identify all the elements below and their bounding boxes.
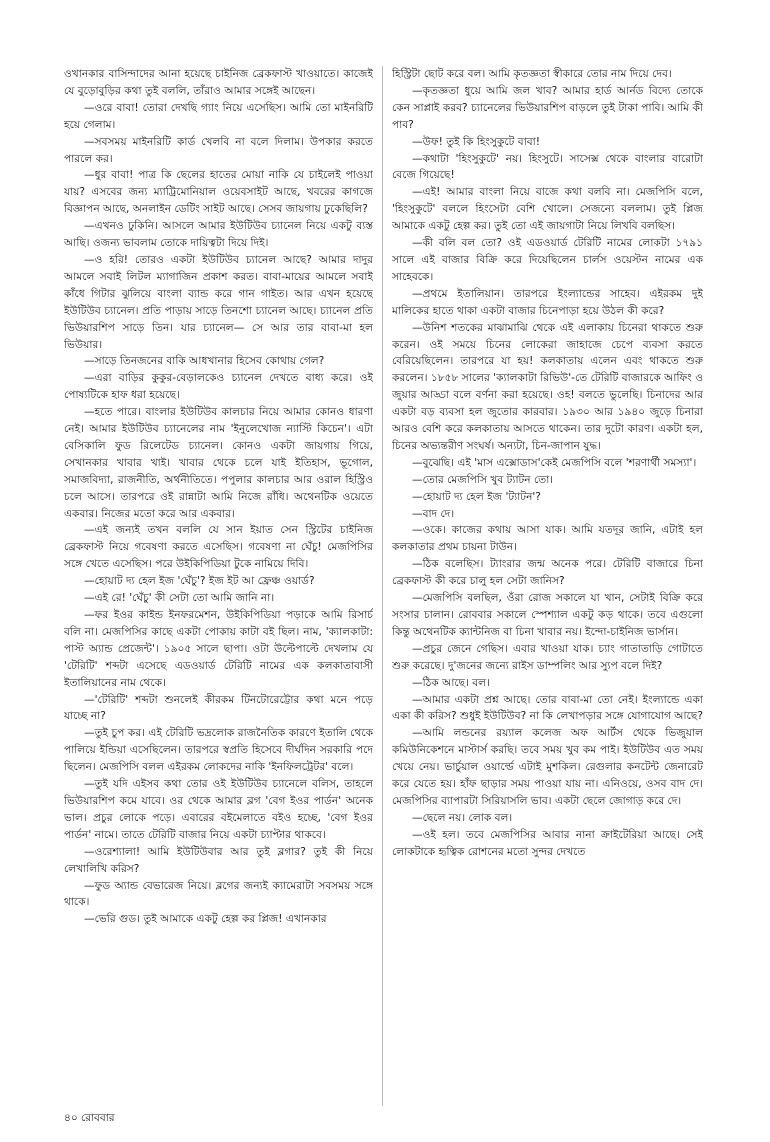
paragraph: —বাদ দে। (412, 507, 455, 520)
paragraph: —প্রচুর জেনে গেছিস। এবার খাওয়া যাক। চ্যাং গাতাতাড়ি গোটাতে শুরু করেছে। দু'জনের জন্যে রাইস ডাম্পলিং আর স্যুপ বলে দিই? (392, 642, 703, 672)
paragraph: —ফুড অ্যান্ড বেভারেজ নিয়ে। ব্লগের জন্যই ক্যামেরাটা সবসময় সঙ্গে থাকে। (64, 879, 373, 909)
paragraph: —ঠিক বলেছিস। ট্যাংরার জন্ম অনেক পরে। টেরিটি বাজারে চিনা ব্রেকফাস্ট কী করে চালু হল সেটা জানিস? (392, 558, 703, 588)
paragraph: —বুঝেছি। এই 'মাস এক্সোডাস'কেই মেজপিসি বলে 'শরণার্থী সমস্যা'। (412, 456, 697, 469)
paragraph: —কথাটা 'হিংসুকুটে' নয়। হিংসুটে। সাসেক্স থেকে বাংলার বারোটা বেজে গিয়েছে! (392, 152, 703, 182)
paragraph: ওখানকার বাসিন্দাদের আনা হয়েছে চাইনিজ ব্রেকফাস্ট খাওয়াতে। কাজেই যে বুড়োবুড়ির কথা তুই বললি, তাঁরাও আমার সঙ্গেই আছেন। (64, 68, 373, 97)
paragraph: —ওরে বাবা! তোরা দেখছি গ্যাং নিয়ে এসেছিস। আমি তো মাইনরিটি হয়ে গেলাম। (64, 101, 373, 131)
paragraph: —আমি লন্ডনের রয়্যাল কলেজ অফ আর্টস থেকে ভিজুয়াল কমিউনিকেশনে মাস্টার্স করছি। তবে সময় খুব কম পাই। ইউটিউব এত সময় খেয়ে নেয়। ভার্চুয়াল ওয়ার্ল্ডে এটাই মুশকিল। রেগুলার কনটেন্ট জেনারেট করে যেতে হয়। হাঁফ ছাড়ার সময় পাওয়া যায় না। এনিওয়ে, ওসব বাদ দে। মেজপিসির ব্যাপারটা সিরিয়াসলি ভাব। একটা ছেলে জোগাড় করে দে। (392, 727, 703, 807)
paragraph: —হতে পারে। বাংলার ইউটিউব কালচার নিয়ে আমার কোনও ধারণা নেই। আমার ইউটিউব চ্যানেলের নাম 'ইনুলেখোজ ন্যাস্টি কিচেন'। এটা বেসিকালি ফুড রিলেটেড চ্যানেল। কোনও একটা জায়গায় গিয়ে, সেখানকার খাবার খাই। খাবার থেকে চলে যাই ইতিহাস, ভূগোল, সমাজবিদ্যা, রাজনীতি, অর্থনীতিতে। পপুলার কালচার আর ওরাল হিস্ট্রিও চলে আসে। তারপরে ওই রান্নাটা আমি নিজে রাঁধি। অথেনটিক ওয়েতে একবার। নিজের মতো করে আর একবার। (64, 406, 373, 520)
paragraph: —উনিশ শতকের মাঝামাঝি থেকে এই এলাকায় চিনেরা থাকতে শুরু করেন। ওই সময়ে চিনের লোকেরা জাহাজে চেপে ব্যবসা করতে বেরিয়েছিলেন। তারপরে যা হয়! কলকাতায় এলেন এবং থাকতে শুরু করলেন। ১৮৫৮ সালের 'ক্যালকাটা রিভিউ'-তে টেরিটি বাজারকে আফিং ও জুয়ার আড্ডা বলে বর্ণনা করা হয়েছে। ওহ! বলতে ভুলেছি। চিনাদের আর একটা বড় ব্যবসা হল জুতোর কারবার। ১৯৩০ আর ১৯৪০ জুড়ে চিনারা আরও বেশি করে কলকাতায় আসতে থাকেন। তার দুটো কারণ। একটা হল, চিনের অভ্যন্তরীণ সংঘর্ষ। অন্যটা, চিন-জাপান যুদ্ধ। (392, 321, 703, 452)
paragraph: —কী বলি বল তো? ওই এডওয়ার্ড টেরিটি নামের লোকটা ১৭৯১ সালে এই বাজার বিক্রি করে দিয়েছিলেন চার্লস ওয়েস্টন নামের এক সাহেবকে। (392, 237, 703, 283)
paragraph: —কৃতজ্ঞতা ধুয়ে আমি জল খাব? আমার হার্ড আর্নড বিদ্যে তোকে কেন সাপ্লাই করব? চ্যানেলের ভিউয়ারশিপ বাড়লে তুই টাকা পাবি। আমি কী পাব? (392, 84, 703, 131)
paragraph: —ওরেশ্যালা! আমি ইউটিউবার আর তুই ব্লগার? তুই কী নিয়ে লেখালিখি করিস? (64, 845, 373, 875)
paragraph: —এরা বাড়ির কুকুর-বেড়ালকেও চ্যানেল দেখতে বাধ্য করে। ওই পোষ্যটিকে হাফ ধরা হয়েছে। (64, 372, 373, 402)
paragraph: —ফর ইওর কাইন্ড ইনফরমেশন, উইকিপিডিয়া পড়াকে আমি রিসার্চ বলি না। মেজপিসির কাছে একটা পোকায় কাটা বই ছিল। নাম, 'ক্যালকাটা: পাস্ট অ্যান্ড প্রেজেন্ট'। ১৯০৫ সালে ছাপা। ওটা উল্টেপাল্টে দেখলাম যে 'টেরিটি' শব্দটা এসেছে এডওয়ার্ড টেরিটি নামের এক কলকাতাবাসী ইতালিয়ানের নাম থেকে। (64, 609, 373, 689)
paragraph: —এখনও ঢুকিনি। আসলে আমার ইউটিউব চ্যানেল নিয়ে একটু ব্যস্ত আছি। ওজন্য ভাবলাম তোকে দায়িত্বটা দিয়ে দিই। (64, 220, 373, 250)
paragraph: —এই! আমার বাংলা নিয়ে বাজে কথা বলবি না। মেজপিসি বলে, 'হিংসুকুটে' বললে হিংসেটা বেশি খোলে। সেজন্যে বললাম। তুই প্লিজ আমাকে একটু হেল্প কর। তুই তো এই জায়গাটা নিয়ে লিখবি বলছিস। (392, 186, 703, 233)
left-text-column (64, 66, 373, 1106)
paragraph: —ভেরি গুড। তুই আমাকে একটু হেল্প কর প্লিজ! এখানকার (84, 913, 327, 926)
paragraph: —সাড়ে তিনজনের বাকি আধখানার হিসেব কোথায় গেল? (84, 355, 325, 368)
paragraph: —সবসময় মাইনরিটি কার্ড খেলবি না বলে দিলাম। উপকার করতে পারলে কর। (64, 135, 373, 165)
paragraph: —মেজপিসি বলছিল, ওঁরা রোজ সকালে যা খান, সেটাই বিক্রি করে সংসার চালান। রোববার সকালে স্পেশ্যাল একটু কড় থাকে। তবে এগুলো কিন্তু অথেনটিক ক্যান্টনিজ বা চিনা খাবার নয়। ইন্দো-চাইনিজ ভার্সান। (392, 592, 703, 638)
paragraph: —তুই যদি এইসব কথা তোর ওই ইউটিউব চ্যানেলে বলিস, তাহলে ভিউয়ারশিপ কমে যাবে। ওর থেকে আমার ব্লগ 'বেগ ইওর পার্ডন' অনেক ভাল। প্রচুর লোকে পড়ে। এবারের বইমেলাতে বইও হচ্ছে, 'বেগ ইওর পার্ডন' নামে। তাতে টেরিটি বাজার নিয়ে একটা চ্যাপ্টার থাকবে। (64, 778, 373, 841)
paragraph: —ঠিক আছে। বল। (412, 676, 490, 689)
paragraph: —ছেলে নয়। লোক বল। (412, 811, 513, 824)
column-divider (382, 66, 383, 1106)
paragraph: —উফ! তুই কি হিংসুকুটে বাবা! (412, 135, 540, 148)
right-text-column (392, 66, 703, 1106)
paragraph: —আমার একটা প্রশ্ন আছে। তোর বাবা-মা তো নেই। ইংল্যান্ডে একা একা কী করিস? শুধুই ইউটিউব? না কি লেখাপড়ার সঙ্গে যোগাযোগ আছে? (392, 693, 703, 723)
paragraph: —এই জন্যই তখন বললি যে সান ইয়াত সেন স্ট্রিটের চাইনিজ ব্রেকফাস্ট নিয়ে গবেষণা করতে এসেছিস। গবেষণা না ঘেঁচু! মেজপিসির সঙ্গে খেতে এসেছিস। পরে উইকিপিডিয়া টুকে নামিয়ে দিবি। (64, 524, 373, 571)
paragraph: —তুই চুপ কর। এই টেরিটি ভদ্রলোক রাজনৈতিক কারণে ইতালি থেকে পালিয়ে ইন্ডিয়া এসেছিলেন। তারপরে স্বপ্রতি হিসেবে দীর্ঘদিন সরকারি পদে ছিলেন। মেজপিসি বলল এইরকম লোকদের নাকি 'ইনফিলট্রেটর' বলে। (64, 727, 373, 774)
paragraph: —হোয়াট দ্য হেল ইজ 'ট্যাটন'? (412, 490, 541, 503)
paragraph: —হোয়াট দ্য হেল ইজ 'ঘেঁচু'? ইজ ইট আ ফ্রেঞ্চ ওয়ার্ড? (84, 575, 315, 588)
paragraph: —ধুর বাবা! পাত্র কি ছেলের হাতের মোয়া নাকি যে চাইলেই পাওয়া যায়? এসবের জন্য ম্যাট্রিমোনিয়াল ওয়েবসাইট আছে, খবরের কাগজে বিজ্ঞাপন আছে, অনলাইন ডেটিং সাইট আছে। সেসব জায়গায় ঢুকেছিলি? (64, 169, 373, 216)
paragraph: —এই রে! 'ঘেঁচু' কী সেটা তো আমি জানি না। (84, 592, 275, 605)
paragraph: —'টেরিটি' শব্দটা শুনলেই কীরকম টিনটোরেট্টোর কথা মনে পড়ে যাচ্ছে না? (64, 693, 373, 723)
page-folio: ৪০ রোববার (64, 1112, 115, 1124)
paragraph: হিস্ট্রিটা ছোট করে বল। আমি কৃতজ্ঞতা স্বীকারে তোর নাম দিয়ে দেব। (392, 68, 672, 80)
paragraph: —ও হরি! তোরও একটা ইউটিউব চ্যানেল আছে? আমার দাদুর আমলে সবাই লিটল ম্যাগাজিন প্রকাশ করত। বাবা-মায়ের আমলে সবাই কাঁধে গিটার ঝুলিয়ে বাংলা ব্যান্ড করে গান গাইত। আর এখন হয়েছে ইউটিউব চ্যানেল। প্রতি পাড়ায় সাড়ে তিনশো চ্যানেল আছে। চ্যানেল প্রতি ভিউয়ারশিপ সাড়ে তিন। যার চ্যানেল— সে আর তার বাবা-মা হল ভিউয়ার। (64, 253, 373, 351)
paragraph: —তোর মেজপিসি খুব ট্যাটন তো। (412, 473, 554, 486)
paragraph: —ওকে। কাজের কথায় আসা যাক। আমি যতদূর জানি, এটাই হল কলকাতার প্রথম চায়না টাউন। (392, 524, 703, 554)
paragraph: —ওই হল। তবে মেজপিসির আবার নানা ক্রাইটেরিয়া আছে। সেই লোকটাকে হৃত্বিক রোশনের মতো সুন্দর দেখতে (392, 828, 703, 858)
paragraph: —প্রথমে ইতালিয়ান। তারপরে ইংল্যান্ডের সাহেব। এইরকম দুই মালিকের হাতে থাকা একটা বাজার চিনেপাড়া হয়ে উঠল কী করে? (392, 287, 703, 317)
